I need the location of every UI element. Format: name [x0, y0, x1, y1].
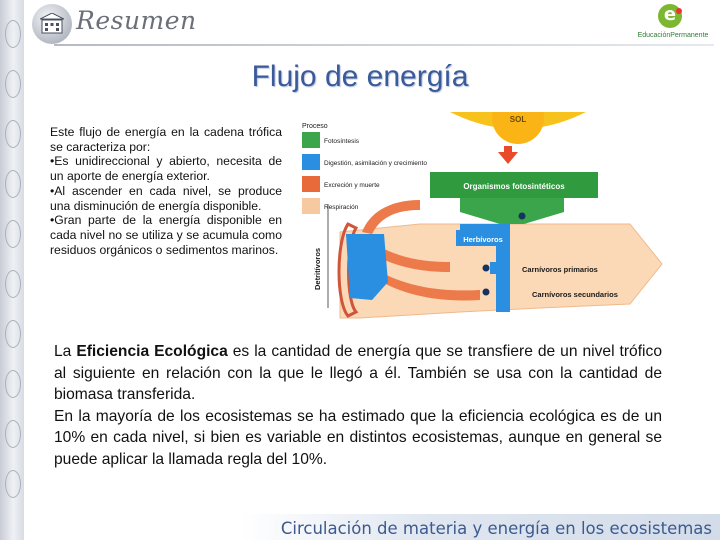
characteristics-bullet: •Es unidireccional y abierto, necesita de un aporte de energía exterior.	[50, 154, 282, 184]
bar-ornament	[5, 220, 21, 248]
legend-swatch	[302, 132, 320, 148]
slide-header	[24, 0, 720, 48]
primary-carnivores-label: Carnívoros primarios	[522, 265, 598, 274]
legend-title: Proceso	[302, 123, 328, 130]
section-title: Resumen	[76, 6, 197, 35]
producers-label: Organismos fotosintéticos	[463, 182, 565, 191]
legend-label: Respiración	[324, 204, 359, 211]
section-logo	[32, 4, 72, 44]
bar-ornament	[5, 470, 21, 498]
characteristics-text	[50, 125, 282, 257]
detritivores-label: Detritívoros	[313, 247, 322, 290]
legend-swatch	[302, 198, 320, 214]
legend-label: Excreción y muerte	[324, 182, 380, 189]
characteristics-intro: Este flujo de energía en la cadena trófica se caracteriza por:	[50, 125, 282, 154]
herbivores-label: Herbívoros	[463, 235, 503, 244]
bar-ornament	[5, 270, 21, 298]
characteristics-bullet: •Al ascender en cada nivel, se produce una disminución de energía disponible.	[50, 183, 282, 213]
legend-swatch	[302, 176, 320, 192]
efficiency-definition	[54, 341, 662, 406]
building-icon	[40, 13, 64, 35]
legend-swatch	[302, 154, 320, 170]
brand-dot	[676, 8, 682, 14]
bar-ornament	[5, 320, 21, 348]
ecological-efficiency-text	[54, 341, 662, 470]
legend-label: Fotosíntesis	[324, 138, 360, 145]
bar-ornament	[5, 20, 21, 48]
footer-band	[240, 514, 720, 540]
level-node	[483, 289, 490, 296]
characteristics-bullet: •Gran parte de la energía disponible en cada nivel no se utiliza y se acumula como residuos orgánicos o sedimentos marinos.	[50, 213, 282, 257]
header-divider	[54, 44, 714, 46]
level-node	[483, 265, 490, 272]
efficiency-term: Eficiencia Ecológica	[76, 343, 228, 360]
footer-title: Circulación de materia y energía en los ecosistemas	[280, 519, 712, 538]
bar-ornament	[5, 370, 21, 398]
legend-label: Digestión, asimilación y crecimiento	[324, 160, 427, 167]
secondary-carnivores-label: Carnívoros secundarios	[532, 290, 618, 299]
bar-ornament	[5, 420, 21, 448]
brand-e-icon: e	[658, 4, 682, 28]
bar-ornament	[5, 120, 21, 148]
energy-flow-diagram	[300, 112, 670, 328]
sun-label: SOL	[509, 115, 527, 124]
level-node	[519, 213, 526, 220]
brand-text: EducaciónPermanente	[637, 32, 709, 39]
bar-ornament	[5, 170, 21, 198]
brand-logo	[632, 2, 714, 42]
energy-flow-svg	[300, 112, 670, 328]
ten-percent-rule: En la mayoría de los ecosistemas se ha estimado que la eficiencia ecológica es de un 10% en cada nivel, si bien es variable en distintos ecosistemas, aunque en general se puede aplicar la llamada regla del 10%.	[54, 407, 662, 468]
efficiency-prefix: La	[54, 343, 77, 360]
slide-title: Flujo de energía	[251, 60, 469, 93]
efficiency-rest: es la cantidad de energía que se transfiere de un nivel trófico al siguiente en relación con la que le llegó a él. También se usa con la cantidad de biomasa transferida.	[54, 343, 662, 403]
assimilation-flow	[490, 262, 510, 274]
producers-arrow	[460, 198, 564, 224]
sunlight-arrow	[498, 146, 518, 164]
